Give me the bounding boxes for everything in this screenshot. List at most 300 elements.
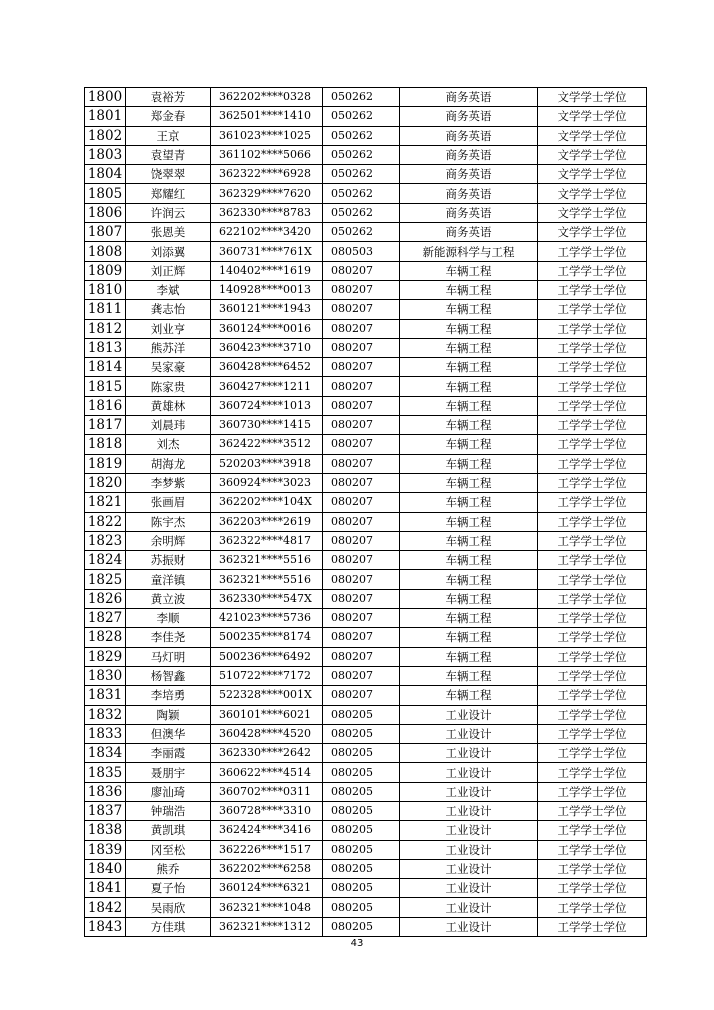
major-code-cell: 050262 bbox=[323, 145, 400, 164]
degree-type-cell: 工学学士学位 bbox=[538, 589, 647, 608]
degree-type-cell: 工学学士学位 bbox=[538, 859, 647, 878]
table-row bbox=[85, 454, 647, 473]
major-name-cell: 车辆工程 bbox=[400, 493, 538, 512]
student-name-cell: 余明辉 bbox=[126, 531, 211, 550]
major-code-cell: 050262 bbox=[323, 165, 400, 184]
row-number-cell: 1810 bbox=[85, 280, 126, 299]
major-name-cell: 商务英语 bbox=[400, 184, 538, 203]
major-name-cell: 车辆工程 bbox=[400, 261, 538, 280]
id-number-cell: 500236****6492 bbox=[211, 647, 323, 666]
degree-type-cell: 工学学士学位 bbox=[538, 570, 647, 589]
major-code-cell: 080205 bbox=[323, 840, 400, 859]
id-number-cell: 360423****3710 bbox=[211, 338, 323, 357]
id-number-cell: 522328****001X bbox=[211, 686, 323, 705]
major-code-cell: 080207 bbox=[323, 473, 400, 492]
student-name-cell: 陈宇杰 bbox=[126, 512, 211, 531]
table-row bbox=[85, 377, 647, 396]
degree-type-cell: 工学学士学位 bbox=[538, 724, 647, 743]
degree-type-cell: 工学学士学位 bbox=[538, 628, 647, 647]
degree-type-cell: 工学学士学位 bbox=[538, 261, 647, 280]
degree-type-cell: 工学学士学位 bbox=[538, 551, 647, 570]
table-row bbox=[85, 396, 647, 415]
degree-type-cell: 文学学士学位 bbox=[538, 165, 647, 184]
major-name-cell: 车辆工程 bbox=[400, 666, 538, 685]
major-name-cell: 商务英语 bbox=[400, 223, 538, 242]
student-name-cell: 刘晨玮 bbox=[126, 416, 211, 435]
row-number-cell: 1808 bbox=[85, 242, 126, 261]
table-row bbox=[85, 917, 647, 936]
degree-type-cell: 工学学士学位 bbox=[538, 396, 647, 415]
id-number-cell: 360427****1211 bbox=[211, 377, 323, 396]
table-row bbox=[85, 338, 647, 357]
id-number-cell: 362330****8783 bbox=[211, 203, 323, 222]
row-number-cell: 1806 bbox=[85, 203, 126, 222]
major-name-cell: 车辆工程 bbox=[400, 416, 538, 435]
major-code-cell: 080205 bbox=[323, 763, 400, 782]
row-number-cell: 1826 bbox=[85, 589, 126, 608]
table-row bbox=[85, 859, 647, 878]
major-name-cell: 车辆工程 bbox=[400, 531, 538, 550]
major-name-cell: 车辆工程 bbox=[400, 454, 538, 473]
id-number-cell: 360728****3310 bbox=[211, 801, 323, 820]
table-row bbox=[85, 300, 647, 319]
major-name-cell: 车辆工程 bbox=[400, 628, 538, 647]
row-number-cell: 1800 bbox=[85, 88, 126, 107]
major-code-cell: 080205 bbox=[323, 744, 400, 763]
row-number-cell: 1821 bbox=[85, 493, 126, 512]
roster-body bbox=[85, 88, 647, 937]
major-name-cell: 工业设计 bbox=[400, 859, 538, 878]
student-name-cell: 李梦紫 bbox=[126, 473, 211, 492]
major-name-cell: 车辆工程 bbox=[400, 647, 538, 666]
student-name-cell: 熊苏洋 bbox=[126, 338, 211, 357]
table-row bbox=[85, 705, 647, 724]
degree-type-cell: 工学学士学位 bbox=[538, 879, 647, 898]
row-number-cell: 1829 bbox=[85, 647, 126, 666]
id-number-cell: 360724****1013 bbox=[211, 396, 323, 415]
student-name-cell: 聂朋宇 bbox=[126, 763, 211, 782]
degree-type-cell: 工学学士学位 bbox=[538, 454, 647, 473]
row-number-cell: 1820 bbox=[85, 473, 126, 492]
table-row bbox=[85, 165, 647, 184]
major-code-cell: 080205 bbox=[323, 724, 400, 743]
student-name-cell: 胡海龙 bbox=[126, 454, 211, 473]
table-row bbox=[85, 570, 647, 589]
row-number-cell: 1819 bbox=[85, 454, 126, 473]
table-row bbox=[85, 107, 647, 126]
id-number-cell: 140402****1619 bbox=[211, 261, 323, 280]
row-number-cell: 1828 bbox=[85, 628, 126, 647]
row-number-cell: 1824 bbox=[85, 551, 126, 570]
row-number-cell: 1807 bbox=[85, 223, 126, 242]
student-name-cell: 冈至松 bbox=[126, 840, 211, 859]
row-number-cell: 1831 bbox=[85, 686, 126, 705]
student-name-cell: 李斌 bbox=[126, 280, 211, 299]
degree-type-cell: 工学学士学位 bbox=[538, 473, 647, 492]
student-name-cell: 饶翠翠 bbox=[126, 165, 211, 184]
major-code-cell: 080207 bbox=[323, 280, 400, 299]
row-number-cell: 1803 bbox=[85, 145, 126, 164]
major-code-cell: 050262 bbox=[323, 126, 400, 145]
table-row bbox=[85, 512, 647, 531]
id-number-cell: 362321****1048 bbox=[211, 898, 323, 917]
row-number-cell: 1840 bbox=[85, 859, 126, 878]
row-number-cell: 1812 bbox=[85, 319, 126, 338]
major-name-cell: 车辆工程 bbox=[400, 570, 538, 589]
row-number-cell: 1838 bbox=[85, 821, 126, 840]
student-name-cell: 刘业亨 bbox=[126, 319, 211, 338]
row-number-cell: 1804 bbox=[85, 165, 126, 184]
major-code-cell: 080207 bbox=[323, 261, 400, 280]
degree-type-cell: 工学学士学位 bbox=[538, 647, 647, 666]
major-name-cell: 工业设计 bbox=[400, 917, 538, 936]
id-number-cell: 361102****5066 bbox=[211, 145, 323, 164]
major-name-cell: 工业设计 bbox=[400, 782, 538, 801]
major-name-cell: 商务英语 bbox=[400, 126, 538, 145]
row-number-cell: 1837 bbox=[85, 801, 126, 820]
id-number-cell: 362330****547X bbox=[211, 589, 323, 608]
row-number-cell: 1839 bbox=[85, 840, 126, 859]
id-number-cell: 362321****1312 bbox=[211, 917, 323, 936]
student-name-cell: 方佳琪 bbox=[126, 917, 211, 936]
major-code-cell: 080205 bbox=[323, 705, 400, 724]
major-name-cell: 车辆工程 bbox=[400, 377, 538, 396]
row-number-cell: 1836 bbox=[85, 782, 126, 801]
degree-type-cell: 工学学士学位 bbox=[538, 705, 647, 724]
degree-type-cell: 工学学士学位 bbox=[538, 821, 647, 840]
degree-type-cell: 工学学士学位 bbox=[538, 898, 647, 917]
row-number-cell: 1833 bbox=[85, 724, 126, 743]
id-number-cell: 360730****1415 bbox=[211, 416, 323, 435]
student-name-cell: 但澳华 bbox=[126, 724, 211, 743]
table-row bbox=[85, 184, 647, 203]
id-number-cell: 361023****1025 bbox=[211, 126, 323, 145]
student-name-cell: 黄雄林 bbox=[126, 396, 211, 415]
row-number-cell: 1802 bbox=[85, 126, 126, 145]
major-name-cell: 车辆工程 bbox=[400, 551, 538, 570]
id-number-cell: 360428****6452 bbox=[211, 358, 323, 377]
major-name-cell: 商务英语 bbox=[400, 203, 538, 222]
major-code-cell: 050262 bbox=[323, 223, 400, 242]
row-number-cell: 1814 bbox=[85, 358, 126, 377]
major-code-cell: 080207 bbox=[323, 589, 400, 608]
student-name-cell: 李丽霞 bbox=[126, 744, 211, 763]
degree-type-cell: 工学学士学位 bbox=[538, 512, 647, 531]
table-row bbox=[85, 744, 647, 763]
degree-type-cell: 文学学士学位 bbox=[538, 126, 647, 145]
id-number-cell: 622102****3420 bbox=[211, 223, 323, 242]
major-name-cell: 工业设计 bbox=[400, 898, 538, 917]
major-code-cell: 080205 bbox=[323, 782, 400, 801]
row-number-cell: 1817 bbox=[85, 416, 126, 435]
row-number-cell: 1822 bbox=[85, 512, 126, 531]
major-code-cell: 080205 bbox=[323, 859, 400, 878]
student-name-cell: 袁望青 bbox=[126, 145, 211, 164]
major-name-cell: 工业设计 bbox=[400, 724, 538, 743]
student-name-cell: 刘添翼 bbox=[126, 242, 211, 261]
major-code-cell: 080207 bbox=[323, 512, 400, 531]
major-name-cell: 车辆工程 bbox=[400, 686, 538, 705]
id-number-cell: 362321****5516 bbox=[211, 551, 323, 570]
id-number-cell: 362322****4817 bbox=[211, 531, 323, 550]
row-number-cell: 1815 bbox=[85, 377, 126, 396]
table-row bbox=[85, 358, 647, 377]
table-row bbox=[85, 821, 647, 840]
student-name-cell: 李顺 bbox=[126, 609, 211, 628]
row-number-cell: 1835 bbox=[85, 763, 126, 782]
student-name-cell: 张恩美 bbox=[126, 223, 211, 242]
student-name-cell: 童洋镇 bbox=[126, 570, 211, 589]
id-number-cell: 362321****5516 bbox=[211, 570, 323, 589]
table-row bbox=[85, 203, 647, 222]
student-name-cell: 吴雨欣 bbox=[126, 898, 211, 917]
table-row bbox=[85, 551, 647, 570]
table-row bbox=[85, 145, 647, 164]
student-name-cell: 郑金春 bbox=[126, 107, 211, 126]
student-name-cell: 夏子怡 bbox=[126, 879, 211, 898]
table-row bbox=[85, 879, 647, 898]
major-code-cell: 080207 bbox=[323, 686, 400, 705]
major-name-cell: 新能源科学与工程 bbox=[400, 242, 538, 261]
row-number-cell: 1811 bbox=[85, 300, 126, 319]
degree-type-cell: 工学学士学位 bbox=[538, 609, 647, 628]
table-row bbox=[85, 280, 647, 299]
table-row bbox=[85, 88, 647, 107]
major-name-cell: 工业设计 bbox=[400, 879, 538, 898]
major-name-cell: 商务英语 bbox=[400, 165, 538, 184]
id-number-cell: 362202****104X bbox=[211, 493, 323, 512]
student-name-cell: 黄凯琪 bbox=[126, 821, 211, 840]
degree-type-cell: 工学学士学位 bbox=[538, 917, 647, 936]
id-number-cell: 520203****3918 bbox=[211, 454, 323, 473]
student-name-cell: 廖汕琦 bbox=[126, 782, 211, 801]
major-code-cell: 080205 bbox=[323, 917, 400, 936]
id-number-cell: 362330****2642 bbox=[211, 744, 323, 763]
major-code-cell: 080205 bbox=[323, 801, 400, 820]
table-row bbox=[85, 840, 647, 859]
table-row bbox=[85, 782, 647, 801]
degree-type-cell: 工学学士学位 bbox=[538, 686, 647, 705]
major-name-cell: 工业设计 bbox=[400, 840, 538, 859]
table-row bbox=[85, 473, 647, 492]
row-number-cell: 1842 bbox=[85, 898, 126, 917]
degree-type-cell: 工学学士学位 bbox=[538, 358, 647, 377]
row-number-cell: 1832 bbox=[85, 705, 126, 724]
major-name-cell: 车辆工程 bbox=[400, 609, 538, 628]
degree-roster-table bbox=[84, 87, 647, 937]
degree-type-cell: 工学学士学位 bbox=[538, 840, 647, 859]
major-code-cell: 050262 bbox=[323, 107, 400, 126]
major-code-cell: 050262 bbox=[323, 184, 400, 203]
table-row bbox=[85, 686, 647, 705]
major-code-cell: 080207 bbox=[323, 435, 400, 454]
table-row bbox=[85, 724, 647, 743]
student-name-cell: 李培勇 bbox=[126, 686, 211, 705]
row-number-cell: 1801 bbox=[85, 107, 126, 126]
student-name-cell: 袁裕芳 bbox=[126, 88, 211, 107]
row-number-cell: 1805 bbox=[85, 184, 126, 203]
degree-type-cell: 工学学士学位 bbox=[538, 763, 647, 782]
major-code-cell: 080207 bbox=[323, 416, 400, 435]
degree-type-cell: 工学学士学位 bbox=[538, 782, 647, 801]
table-row bbox=[85, 242, 647, 261]
major-code-cell: 080207 bbox=[323, 319, 400, 338]
table-row bbox=[85, 801, 647, 820]
major-code-cell: 080207 bbox=[323, 454, 400, 473]
row-number-cell: 1813 bbox=[85, 338, 126, 357]
student-name-cell: 苏振财 bbox=[126, 551, 211, 570]
major-code-cell: 080207 bbox=[323, 570, 400, 589]
id-number-cell: 362202****6258 bbox=[211, 859, 323, 878]
degree-type-cell: 文学学士学位 bbox=[538, 88, 647, 107]
id-number-cell: 362322****6928 bbox=[211, 165, 323, 184]
student-name-cell: 龚志怡 bbox=[126, 300, 211, 319]
id-number-cell: 360731****761X bbox=[211, 242, 323, 261]
major-name-cell: 车辆工程 bbox=[400, 473, 538, 492]
student-name-cell: 熊乔 bbox=[126, 859, 211, 878]
table-row bbox=[85, 589, 647, 608]
major-name-cell: 工业设计 bbox=[400, 744, 538, 763]
major-name-cell: 车辆工程 bbox=[400, 300, 538, 319]
table-row bbox=[85, 898, 647, 917]
student-name-cell: 刘正辉 bbox=[126, 261, 211, 280]
id-number-cell: 360702****0311 bbox=[211, 782, 323, 801]
id-number-cell: 360124****6321 bbox=[211, 879, 323, 898]
major-code-cell: 080205 bbox=[323, 898, 400, 917]
table-row bbox=[85, 493, 647, 512]
major-code-cell: 080207 bbox=[323, 396, 400, 415]
id-number-cell: 360121****1943 bbox=[211, 300, 323, 319]
major-name-cell: 商务英语 bbox=[400, 107, 538, 126]
id-number-cell: 500235****8174 bbox=[211, 628, 323, 647]
table-row bbox=[85, 126, 647, 145]
id-number-cell: 362501****1410 bbox=[211, 107, 323, 126]
id-number-cell: 362203****2619 bbox=[211, 512, 323, 531]
degree-type-cell: 工学学士学位 bbox=[538, 666, 647, 685]
row-number-cell: 1818 bbox=[85, 435, 126, 454]
major-name-cell: 工业设计 bbox=[400, 801, 538, 820]
id-number-cell: 362202****0328 bbox=[211, 88, 323, 107]
major-code-cell: 080207 bbox=[323, 647, 400, 666]
major-code-cell: 080207 bbox=[323, 609, 400, 628]
table-row bbox=[85, 531, 647, 550]
degree-type-cell: 工学学士学位 bbox=[538, 319, 647, 338]
major-code-cell: 080205 bbox=[323, 879, 400, 898]
degree-type-cell: 工学学士学位 bbox=[538, 338, 647, 357]
row-number-cell: 1834 bbox=[85, 744, 126, 763]
degree-type-cell: 工学学士学位 bbox=[538, 280, 647, 299]
major-code-cell: 080205 bbox=[323, 821, 400, 840]
degree-type-cell: 工学学士学位 bbox=[538, 744, 647, 763]
major-code-cell: 080207 bbox=[323, 377, 400, 396]
student-name-cell: 张画眉 bbox=[126, 493, 211, 512]
student-name-cell: 郑耀红 bbox=[126, 184, 211, 203]
id-number-cell: 140928****0013 bbox=[211, 280, 323, 299]
id-number-cell: 360124****0016 bbox=[211, 319, 323, 338]
table-row bbox=[85, 647, 647, 666]
major-name-cell: 车辆工程 bbox=[400, 358, 538, 377]
major-name-cell: 工业设计 bbox=[400, 763, 538, 782]
id-number-cell: 360622****4514 bbox=[211, 763, 323, 782]
student-name-cell: 陶颖 bbox=[126, 705, 211, 724]
degree-type-cell: 工学学士学位 bbox=[538, 377, 647, 396]
major-code-cell: 080207 bbox=[323, 358, 400, 377]
major-name-cell: 工业设计 bbox=[400, 821, 538, 840]
table-row bbox=[85, 416, 647, 435]
major-name-cell: 车辆工程 bbox=[400, 319, 538, 338]
major-name-cell: 商务英语 bbox=[400, 88, 538, 107]
table-row bbox=[85, 666, 647, 685]
degree-type-cell: 工学学士学位 bbox=[538, 416, 647, 435]
id-number-cell: 360101****6021 bbox=[211, 705, 323, 724]
row-number-cell: 1830 bbox=[85, 666, 126, 685]
major-code-cell: 080207 bbox=[323, 338, 400, 357]
major-name-cell: 工业设计 bbox=[400, 705, 538, 724]
major-code-cell: 080207 bbox=[323, 628, 400, 647]
id-number-cell: 360924****3023 bbox=[211, 473, 323, 492]
student-name-cell: 吴家豪 bbox=[126, 358, 211, 377]
major-name-cell: 车辆工程 bbox=[400, 396, 538, 415]
student-name-cell: 李佳尧 bbox=[126, 628, 211, 647]
major-code-cell: 080207 bbox=[323, 551, 400, 570]
major-name-cell: 车辆工程 bbox=[400, 338, 538, 357]
major-name-cell: 车辆工程 bbox=[400, 512, 538, 531]
row-number-cell: 1809 bbox=[85, 261, 126, 280]
table-row bbox=[85, 435, 647, 454]
table-row bbox=[85, 319, 647, 338]
major-name-cell: 车辆工程 bbox=[400, 435, 538, 454]
page-number: 43 bbox=[350, 938, 364, 949]
row-number-cell: 1823 bbox=[85, 531, 126, 550]
degree-type-cell: 文学学士学位 bbox=[538, 107, 647, 126]
id-number-cell: 360428****4520 bbox=[211, 724, 323, 743]
major-name-cell: 商务英语 bbox=[400, 145, 538, 164]
degree-type-cell: 工学学士学位 bbox=[538, 300, 647, 319]
degree-type-cell: 工学学士学位 bbox=[538, 531, 647, 550]
table-row bbox=[85, 628, 647, 647]
student-name-cell: 杨智鑫 bbox=[126, 666, 211, 685]
row-number-cell: 1816 bbox=[85, 396, 126, 415]
id-number-cell: 362329****7620 bbox=[211, 184, 323, 203]
major-code-cell: 080207 bbox=[323, 666, 400, 685]
student-name-cell: 陈家贵 bbox=[126, 377, 211, 396]
student-name-cell: 王京 bbox=[126, 126, 211, 145]
row-number-cell: 1843 bbox=[85, 917, 126, 936]
row-number-cell: 1825 bbox=[85, 570, 126, 589]
student-name-cell: 马灯明 bbox=[126, 647, 211, 666]
degree-type-cell: 文学学士学位 bbox=[538, 203, 647, 222]
table-row bbox=[85, 223, 647, 242]
id-number-cell: 362424****3416 bbox=[211, 821, 323, 840]
major-code-cell: 080503 bbox=[323, 242, 400, 261]
degree-type-cell: 文学学士学位 bbox=[538, 184, 647, 203]
table-row bbox=[85, 763, 647, 782]
major-name-cell: 车辆工程 bbox=[400, 589, 538, 608]
major-code-cell: 080207 bbox=[323, 493, 400, 512]
degree-type-cell: 工学学士学位 bbox=[538, 801, 647, 820]
id-number-cell: 421023****5736 bbox=[211, 609, 323, 628]
major-code-cell: 080207 bbox=[323, 531, 400, 550]
degree-type-cell: 文学学士学位 bbox=[538, 223, 647, 242]
id-number-cell: 362226****1517 bbox=[211, 840, 323, 859]
degree-type-cell: 文学学士学位 bbox=[538, 145, 647, 164]
degree-type-cell: 工学学士学位 bbox=[538, 435, 647, 454]
student-name-cell: 钟瑞浩 bbox=[126, 801, 211, 820]
id-number-cell: 510722****7172 bbox=[211, 666, 323, 685]
row-number-cell: 1841 bbox=[85, 879, 126, 898]
major-code-cell: 050262 bbox=[323, 203, 400, 222]
table-row bbox=[85, 609, 647, 628]
